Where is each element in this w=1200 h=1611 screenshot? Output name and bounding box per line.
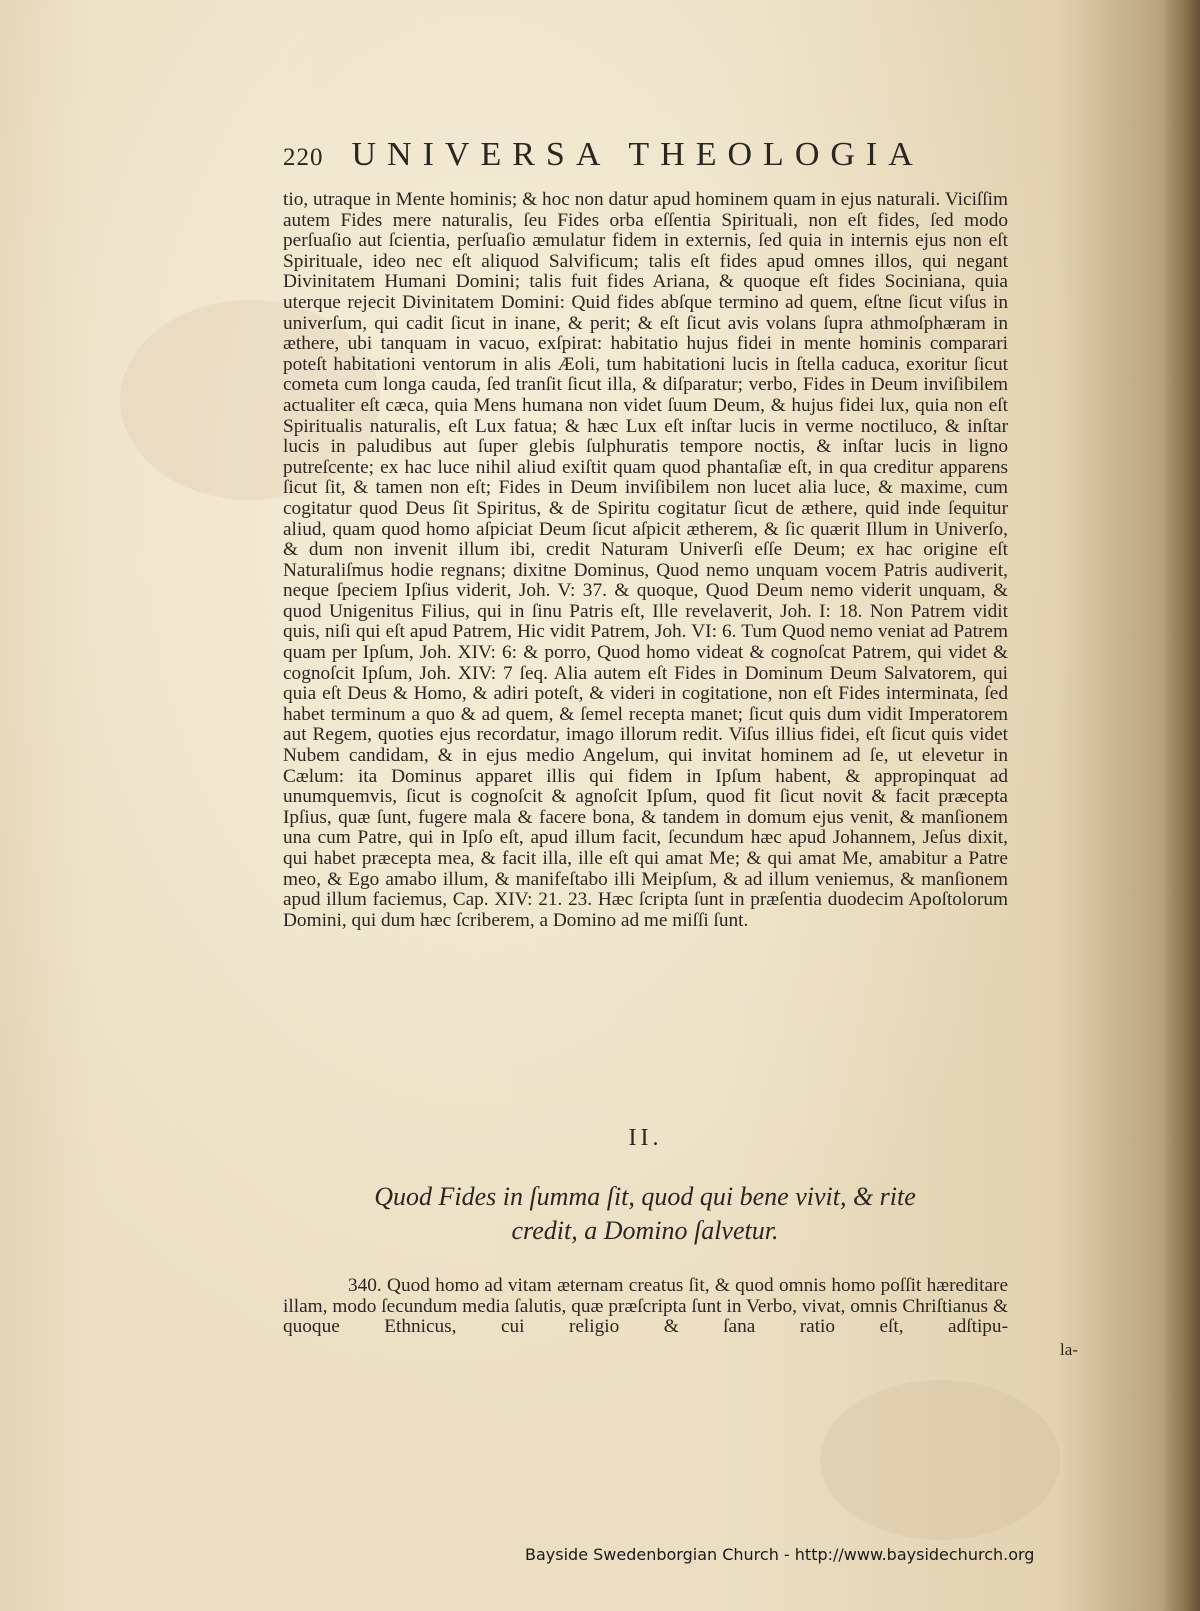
page-header: [283, 136, 1008, 176]
page-number: 220: [283, 144, 324, 171]
section-title-line-2: credit, a Domino ſalvetur.: [511, 1216, 779, 1245]
page-edge-shadow: [1160, 0, 1200, 1611]
section-title: [330, 1180, 960, 1248]
catchword: la-: [1060, 1340, 1078, 1359]
section-number: II.: [628, 1125, 663, 1151]
section-title-line-1: Quod Fides in ſumma ſit, quod qui bene vivit, & rite: [374, 1182, 916, 1211]
paper-stain: [820, 1380, 1060, 1540]
paragraph-340: 340. Quod homo ad vitam æternam creatus ſit, & quod omnis homo poſſit hæreditare illam, modo ſecundum media ſalutis, quæ præſcripta ſunt in Verbo, vivat, omnis Chriſtianus & quoque Ethnicus, cui religio & ſana ratio eſt, adſtipu-: [283, 1275, 1008, 1338]
body-text: tio, utraque in Mente hominis; & hoc non datur apud hominem quam in ejus naturali. Viciſſim autem Fides mere naturalis, ſeu Fides orba eſſentia Spirituali, non eſt fides, ſed modo perſuaſio aut ſcientia, perſuaſio æmulatur fidem in externis, ſed quia in internis ejus non eſt Spirituale, ideo nec eſt aliquod Salvificum; talis eſt fides apud omnes illos, qui negant Divinitatem Humani Domini; talis fuit fides Ariana, & quoque eſt fides Sociniana, quia uterque rejecit Divinitatem Domini: Quid fides abſque termino ad quem, eſtne ſicut viſus in univerſum, qui cadit ſicut in inane, & perit; & eſt ſicut avis volans ſupra athmoſphæram in æthere, ubi tanquam in vacuo, exſpirat: habitatio hujus fidei in mente hominis comparari poteſt habitationi ventorum in alis Æoli, tum habitationi lucis in ſtella caduca, exoritur ſicut cometa cum longa cauda, ſed tranſit ſicut illa, & diſparatur; verbo, Fides in Deum inviſibilem actualiter eſt cæca, quia Mens humana non videt ſuum Deum, & hujus fidei lux, quia non eſt Spiritualis naturalis, eſt Lux fatua; & hæc Lux eſt inſtar lucis in verme noctiluco, & inſtar lucis in paludibus aut ſuper glebis ſulphuratis tempore noctis, & inſtar lucis in ligno putreſcente; ex hac luce nihil aliud exiſtit quam quod phantaſiæ eſt, in qua creditur apparens ſicut ſit, & tamen non eſt; Fides in Deum inviſibilem non lucet alia luce, & maxime, cum cogitatur quod Deus ſit Spiritus, & de Spiritu cogitatur ſicut de æthere, quid inde ſequitur aliud, quam quod homo aſpiciat Deum ſicut aſpicit ætherem, & ſic quærit Illum in Univerſo, & dum non invenit illum ibi, credit Naturam Univerſi eſſe Deum; ex hac origine eſt Naturaliſmus hodie regnans; dixitne Dominus, Quod nemo unquam vocem Patris audiverit, neque ſpeciem Ipſius viderit, Joh. V: 37. & quoque, Quod Deum nemo viderit unquam, & quod Unigenitus Filius, qui in ſinu Patris eſt, Ille revelaverit, Joh. I: 18. Non Patrem vidit quis, niſi qui eſt apud Patrem, Hic vidit Patrem, Joh. VI: 6. Tum Quod nemo veniat ad Patrem quam per Ipſum, Joh. XIV: 6: & porro, Quod homo videat & cognoſcat Patrem, qui videt & cognoſcit Ipſum, Joh. XIV: 7 ſeq. Alia autem eſt Fides in Dominum Deum Salvatorem, qui quia eſt Deus & Homo, & adiri poteſt, & videri in cogitatione, non eſt Fides interminata, ſed habet terminum a quo & ad quem, & ſemel recepta manet; ſicut quis dum vidit Imperatorem aut Regem, quoties ejus recordatur, imago illorum redit. Viſus illius fidei, eſt ſicut quis videt Nubem candidam, & in ejus medio Angelum, qui invitat hominem ad ſe, ut elevetur in Cælum: ita Dominus apparet illis qui fidem in Ipſum habent, & appropinquat ad unumquemvis, ſicut is cognoſcit & agnoſcit Ipſum, quod fit ſicut novit & facit præcepta Ipſius, quæ ſunt, fugere mala & facere bona, & tandem in domum ejus venit, & manſionem una cum Patre, qui in Ipſo eſt, apud illum facit, ſecundum hæc apud Johannem, Jeſus dixit, qui habet præcepta mea, & facit illa, ille eſt qui amat Me; & qui amat Me, amabitur a Patre meo, & Ego amabo illum, & manifeſtabo illi Meipſum, & ad illum veniemus, & manſionem apud illum faciemus, Cap. XIV: 21. 23. Hæc ſcripta ſunt in præſentia duodecim Apoſtolorum Domini, qui dum hæc ſcriberem, a Domino ad me miſſi ſunt.: [283, 189, 1008, 931]
watermark-text: Bayside Swedenborgian Church - http://www.baysidechurch.org: [525, 1545, 1035, 1564]
running-title: UNIVERSA THEOLOGIA: [351, 136, 924, 173]
